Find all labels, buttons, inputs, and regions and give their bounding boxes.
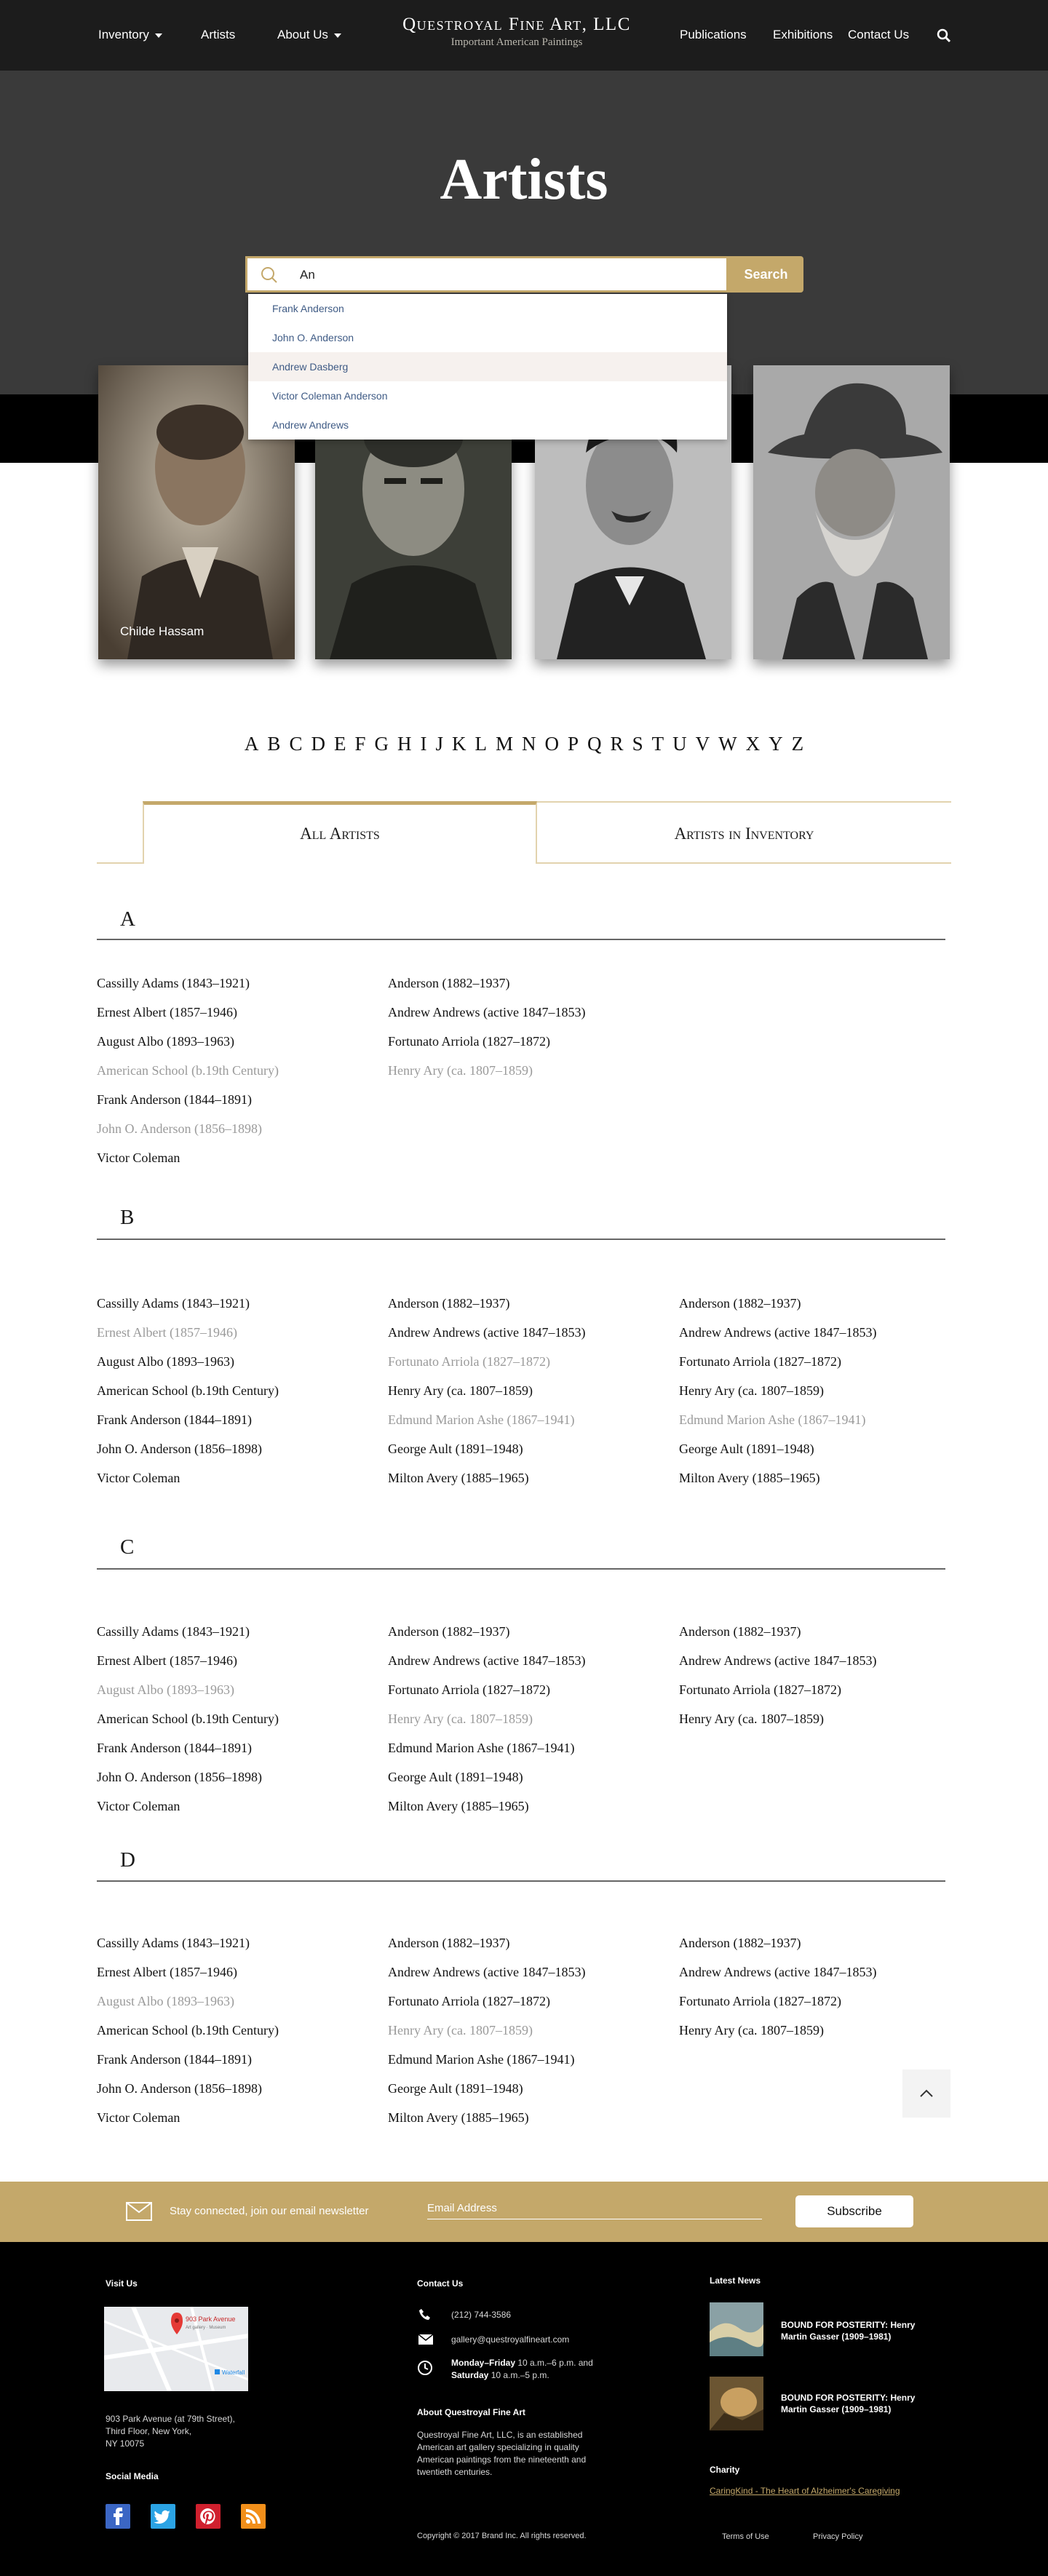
back-to-top-button[interactable] — [902, 2070, 950, 2118]
newsletter-text: Stay connected, join our email newsletter — [170, 2205, 369, 2217]
artist-search-box — [245, 256, 729, 293]
artist-link[interactable]: American School (b.19th Century) — [97, 1063, 279, 1078]
contact-phone[interactable]: (212) 744-3586 — [451, 2310, 512, 2320]
letter-link[interactable]: D — [311, 733, 325, 755]
artist-link[interactable]: Anderson (1882–1937) — [388, 1296, 510, 1311]
artist-column — [97, 1623, 373, 1826]
artist-link[interactable]: Andrew Andrews (active 1847–1853) — [388, 1965, 586, 1979]
charity-heading: Charity — [710, 2465, 740, 2475]
artist-link[interactable]: Fortunato Arriola (1827–1872) — [679, 1354, 841, 1369]
artist-link[interactable]: George Ault (1891–1948) — [388, 1770, 523, 1784]
letter-link[interactable]: H — [397, 733, 412, 755]
artist-portrait-image — [753, 365, 950, 659]
letter-link[interactable]: G — [374, 733, 389, 755]
address — [106, 2413, 235, 2450]
artist-link[interactable]: John O. Anderson (1856–1898) — [97, 1121, 262, 1136]
tab-artists-in-inventory[interactable]: Artists in Inventory — [537, 801, 951, 864]
artist-column — [388, 1934, 664, 2138]
address-line: Third Floor, New York, — [106, 2426, 192, 2436]
about-heading: About Questroyal Fine Art — [417, 2407, 525, 2417]
artist-column — [679, 1623, 956, 1739]
news-thumbnail[interactable] — [710, 2302, 763, 2356]
privacy-link[interactable]: Privacy Policy — [813, 2532, 863, 2541]
artist-link[interactable]: Andrew Andrews (active 1847–1853) — [679, 1325, 877, 1340]
mail-icon — [418, 2334, 433, 2345]
artist-link[interactable]: American School (b.19th Century) — [97, 2023, 279, 2038]
artist-link[interactable]: George Ault (1891–1948) — [679, 1442, 814, 1456]
top-nav — [0, 0, 1048, 71]
artist-link[interactable]: Ernest Albert (1857–1946) — [97, 1005, 237, 1019]
location-map[interactable] — [104, 2307, 248, 2391]
news-link[interactable]: BOUND FOR POSTERITY: Henry Martin Gasser (1909–1981) — [781, 2320, 916, 2342]
artist-link[interactable]: Milton Avery (1885–1965) — [388, 1799, 529, 1813]
newsletter-email-input[interactable] — [427, 2198, 762, 2219]
nav-artists[interactable]: Artists — [201, 28, 236, 41]
artist-link[interactable]: American School (b.19th Century) — [97, 1712, 279, 1726]
letter-link[interactable]: I — [420, 733, 427, 755]
twitter-icon[interactable] — [151, 2504, 175, 2529]
alphabet-nav — [0, 733, 1048, 755]
artist-link[interactable]: Anderson (1882–1937) — [388, 976, 510, 990]
artist-link[interactable]: Fortunato Arriola (1827–1872) — [388, 1994, 550, 2008]
artist-link[interactable]: Victor Coleman — [97, 1471, 180, 1485]
artist-link[interactable]: Milton Avery (1885–1965) — [388, 1471, 529, 1485]
artist-column — [97, 1295, 373, 1498]
letter-link[interactable]: X — [745, 733, 761, 755]
artist-column — [388, 1623, 664, 1826]
opening-hours — [451, 2357, 593, 2382]
nav-inventory-label: Inventory — [98, 28, 149, 41]
search-button[interactable]: Search — [729, 256, 803, 293]
visit-heading: Visit Us — [106, 2278, 138, 2289]
hours-days: Monday–Friday — [451, 2358, 516, 2368]
terms-link[interactable]: Terms of Use — [722, 2532, 769, 2541]
hours-time: 10 a.m.–5 p.m. — [488, 2370, 549, 2380]
artist-link[interactable]: Milton Avery (1885–1965) — [679, 1471, 820, 1485]
search-suggestions — [248, 294, 727, 440]
charity-link[interactable]: CaringKind - The Heart of Alzheimer's Caregiving — [710, 2486, 900, 2496]
artist-link[interactable]: Henry Ary (ca. 1807–1859) — [679, 1383, 824, 1398]
letter-link[interactable]: N — [522, 733, 536, 755]
brand-name: Questroyal Fine Art, LLC — [402, 15, 631, 34]
about-text: Questroyal Fine Art, LLC, is an established American art gallery specializing in quality American paintings from the nineteenth and twentieth centuries. — [417, 2430, 587, 2477]
letter-link[interactable]: P — [568, 733, 579, 755]
letter-link[interactable]: S — [632, 733, 643, 755]
artist-link[interactable]: Henry Ary (ca. 1807–1859) — [388, 1063, 533, 1078]
artist-link[interactable]: Fortunato Arriola (1827–1872) — [388, 1034, 550, 1049]
artist-link[interactable]: August Albo (1893–1963) — [97, 1682, 234, 1697]
artist-link[interactable]: Cassilly Adams (1843–1921) — [97, 1624, 250, 1639]
suggestion-item[interactable]: John O. Anderson — [272, 332, 354, 343]
letter-link[interactable]: A — [244, 733, 259, 755]
suggestion-item[interactable]: Andrew Andrews — [272, 419, 349, 431]
copyright: Copyright © 2017 Brand Inc. All rights reserved. — [417, 2532, 587, 2540]
letter-link[interactable]: E — [333, 733, 346, 755]
nav-about-label: About Us — [277, 28, 328, 41]
nav-contact[interactable]: Contact Us — [848, 28, 910, 41]
featured-artist-name: Childe Hassam — [120, 624, 205, 638]
hours-time: 10 a.m.–6 p.m. and — [515, 2358, 593, 2368]
section-heading: B — [120, 1206, 135, 1229]
suggestion-item[interactable]: Andrew Dasberg — [248, 352, 727, 381]
artist-link[interactable]: Fortunato Arriola (1827–1872) — [388, 1682, 550, 1697]
section-divider — [97, 1880, 945, 1882]
artist-link[interactable]: Ernest Albert (1857–1946) — [97, 1965, 237, 1979]
caret-down-icon — [155, 33, 162, 38]
envelope-icon — [126, 2202, 152, 2221]
artist-link[interactable]: Cassilly Adams (1843–1921) — [97, 976, 250, 990]
artist-link[interactable]: Henry Ary (ca. 1807–1859) — [679, 1712, 824, 1726]
footer — [0, 2242, 1048, 2576]
artist-link[interactable]: Victor Coleman — [97, 2110, 180, 2125]
artist-link[interactable]: Ernest Albert (1857–1946) — [97, 1325, 237, 1340]
contact-heading: Contact Us — [417, 2278, 464, 2289]
artist-link[interactable]: August Albo (1893–1963) — [97, 1354, 234, 1369]
news-image — [710, 2302, 763, 2356]
artist-link[interactable]: Andrew Andrews (active 1847–1853) — [388, 1653, 586, 1668]
letter-link[interactable]: Q — [587, 733, 602, 755]
letter-link[interactable]: V — [695, 733, 710, 755]
letter-link[interactable]: J — [435, 733, 443, 755]
nav-about[interactable] — [277, 28, 341, 42]
letter-link[interactable]: W — [718, 733, 737, 755]
news-heading: Latest News — [710, 2275, 761, 2286]
artist-column — [388, 1295, 664, 1498]
artist-link[interactable]: Frank Anderson (1844–1891) — [97, 1412, 252, 1427]
contact-email[interactable]: gallery@questroyalfineart.com — [451, 2334, 570, 2345]
artist-link[interactable]: Frank Anderson (1844–1891) — [97, 2052, 252, 2067]
artist-link[interactable]: Edmund Marion Ashe (1867–1941) — [388, 1412, 575, 1427]
subscribe-button[interactable]: Subscribe — [795, 2195, 913, 2227]
artist-link[interactable]: George Ault (1891–1948) — [388, 1442, 523, 1456]
artist-column — [97, 1934, 373, 2138]
letter-link[interactable]: R — [610, 733, 624, 755]
letter-link[interactable]: B — [267, 733, 281, 755]
artist-link[interactable]: Henry Ary (ca. 1807–1859) — [388, 2023, 533, 2038]
artist-link[interactable]: Anderson (1882–1937) — [679, 1624, 801, 1639]
search-icon[interactable] — [937, 28, 951, 43]
artist-column — [97, 974, 373, 1178]
search-icon — [261, 266, 278, 284]
clock-icon — [417, 2360, 433, 2376]
artist-link[interactable]: Anderson (1882–1937) — [679, 1936, 801, 1950]
artist-link[interactable]: Andrew Andrews (active 1847–1853) — [679, 1965, 877, 1979]
artist-link[interactable]: Andrew Andrews (active 1847–1853) — [388, 1325, 586, 1340]
phone-icon — [418, 2308, 432, 2321]
artist-link[interactable]: Henry Ary (ca. 1807–1859) — [679, 2023, 824, 2038]
artist-link[interactable]: August Albo (1893–1963) — [97, 1994, 234, 2008]
section-divider — [97, 939, 945, 940]
tab-all-artists[interactable]: All Artists — [143, 801, 537, 864]
artist-link[interactable]: Anderson (1882–1937) — [679, 1296, 801, 1311]
artist-link[interactable]: Edmund Marion Ashe (1867–1941) — [388, 1741, 575, 1755]
artist-link[interactable]: Fortunato Arriola (1827–1872) — [388, 1354, 550, 1369]
chevron-up-icon — [902, 2070, 950, 2118]
artist-link[interactable]: Anderson (1882–1937) — [388, 1624, 510, 1639]
pinterest-icon[interactable] — [196, 2504, 221, 2529]
letter-link[interactable]: L — [475, 733, 487, 755]
letter-link[interactable]: C — [289, 733, 303, 755]
page-title: Artists — [440, 148, 608, 212]
social-heading: Social Media — [106, 2471, 159, 2481]
artist-link[interactable]: John O. Anderson (1856–1898) — [97, 1442, 262, 1456]
rss-icon[interactable] — [241, 2504, 266, 2529]
news-image — [710, 2377, 763, 2430]
artist-link[interactable]: Fortunato Arriola (1827–1872) — [679, 1682, 841, 1697]
letter-link[interactable]: Y — [769, 733, 783, 755]
letter-link[interactable]: O — [544, 733, 560, 755]
map-pin-label: 903 Park Avenue — [186, 2315, 236, 2323]
letter-link[interactable]: K — [452, 733, 467, 755]
artist-link[interactable]: Cassilly Adams (1843–1921) — [97, 1296, 250, 1311]
brand-logo[interactable] — [371, 15, 662, 49]
artist-column — [679, 1295, 956, 1498]
artist-link[interactable]: Fortunato Arriola (1827–1872) — [679, 1994, 841, 2008]
map-image — [104, 2307, 248, 2391]
featured-artist-card[interactable] — [753, 365, 950, 659]
artist-link[interactable]: Andrew Andrews (active 1847–1853) — [388, 1005, 586, 1019]
artist-link[interactable]: Milton Avery (1885–1965) — [388, 2110, 529, 2125]
address-line: 903 Park Avenue (at 79th Street), — [106, 2414, 235, 2424]
artist-link[interactable]: Victor Coleman — [97, 1799, 180, 1813]
artist-link[interactable]: August Albo (1893–1963) — [97, 1034, 234, 1049]
nav-inventory[interactable] — [98, 28, 162, 42]
letter-link[interactable]: U — [672, 733, 687, 755]
newsletter-bar — [0, 2182, 1048, 2242]
artist-link[interactable]: Henry Ary (ca. 1807–1859) — [388, 1383, 533, 1398]
artist-link[interactable]: Cassilly Adams (1843–1921) — [97, 1936, 250, 1950]
address-line: NY 10075 — [106, 2438, 145, 2449]
artist-link[interactable]: Edmund Marion Ashe (1867–1941) — [388, 2052, 575, 2067]
section-divider — [97, 1568, 945, 1570]
section-divider — [97, 1239, 945, 1240]
letter-link[interactable]: F — [354, 733, 366, 755]
facebook-icon[interactable] — [106, 2504, 130, 2529]
section-heading: C — [120, 1535, 135, 1559]
artist-link[interactable]: Anderson (1882–1937) — [388, 1936, 510, 1950]
artist-link[interactable]: Ernest Albert (1857–1946) — [97, 1653, 237, 1668]
artist-link[interactable]: Victor Coleman — [97, 1150, 180, 1165]
artist-link[interactable]: American School (b.19th Century) — [97, 1383, 279, 1398]
nav-exhibitions[interactable]: Exhibitions — [773, 28, 833, 41]
artist-link[interactable]: Edmund Marion Ashe (1867–1941) — [679, 1412, 866, 1427]
nav-publications[interactable]: Publications — [680, 28, 747, 41]
hours-days: Saturday — [451, 2370, 489, 2380]
map-pin-sublabel: Art gallery · Museum — [186, 2326, 226, 2330]
news-link[interactable]: BOUND FOR POSTERITY: Henry Martin Gasser (1909–1981) — [781, 2393, 916, 2414]
letter-link[interactable]: M — [496, 733, 514, 755]
brand-tagline: Important American Paintings — [450, 36, 583, 48]
letter-link[interactable]: T — [651, 733, 664, 755]
news-thumbnail[interactable] — [710, 2377, 763, 2430]
section-heading: A — [120, 907, 135, 931]
map-store-label: Waterfall — [222, 2369, 245, 2376]
artist-link[interactable]: Henry Ary (ca. 1807–1859) — [388, 1712, 533, 1726]
caret-down-icon — [334, 33, 341, 38]
artist-link[interactable]: John O. Anderson (1856–1898) — [97, 2081, 262, 2096]
artist-column — [679, 1934, 956, 2051]
artist-link[interactable]: John O. Anderson (1856–1898) — [97, 1770, 262, 1784]
artist-link[interactable]: Frank Anderson (1844–1891) — [97, 1092, 252, 1107]
letter-link[interactable]: Z — [791, 733, 804, 755]
suggestion-item[interactable]: Frank Anderson — [272, 303, 344, 314]
section-heading: D — [120, 1848, 135, 1872]
suggestion-item[interactable]: Victor Coleman Anderson — [272, 390, 388, 402]
artist-search-input[interactable] — [300, 266, 707, 284]
artist-link[interactable]: George Ault (1891–1948) — [388, 2081, 523, 2096]
artist-link[interactable]: Frank Anderson (1844–1891) — [97, 1741, 252, 1755]
artist-link[interactable]: Andrew Andrews (active 1847–1853) — [679, 1653, 877, 1668]
artist-column — [388, 974, 664, 1091]
